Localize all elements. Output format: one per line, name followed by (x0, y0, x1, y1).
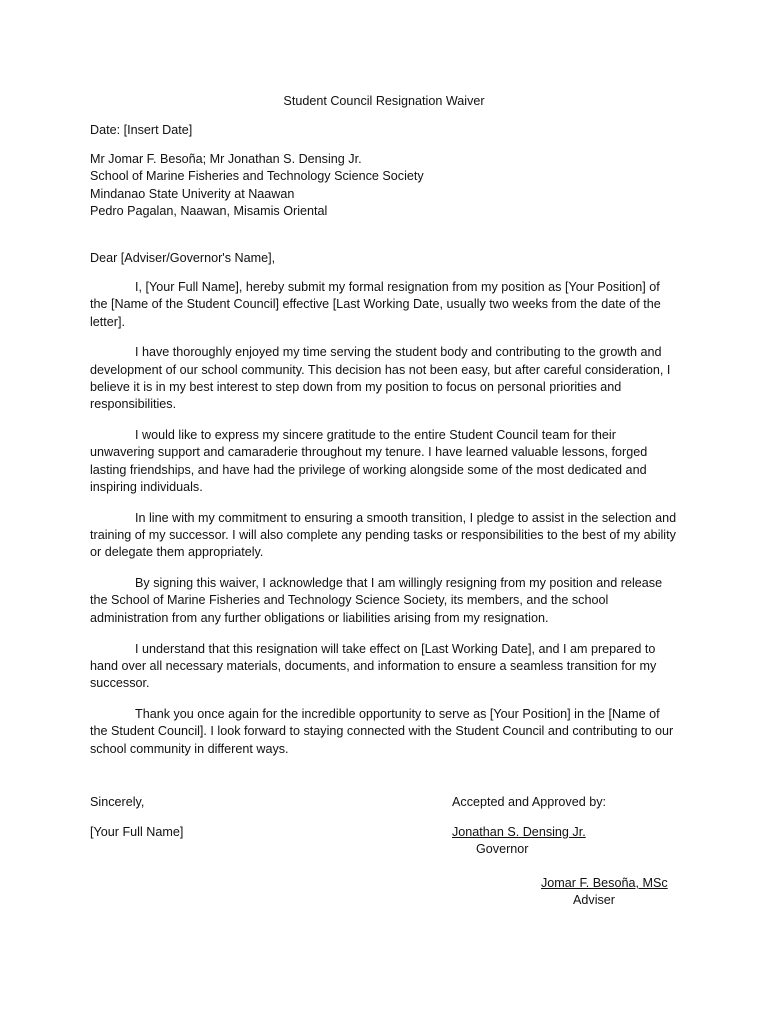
recipient-address (90, 151, 424, 220)
body-paragraph: I, [Your Full Name], hereby submit my formal resignation from my position as [Your Position] of the [Name of the Student Council] effective [Last Working Date, usually two weeks from the date of the letter]. (90, 280, 661, 329)
address-line-location: Pedro Pagalan, Naawan, Misamis Oriental (90, 203, 328, 218)
letter-body (90, 279, 680, 771)
date-line: Date: [Insert Date] (90, 123, 193, 137)
approval-label: Accepted and Approved by: (452, 795, 607, 809)
signer-name: [Your Full Name] (90, 825, 184, 839)
body-paragraph: Thank you once again for the incredible opportunity to serve as [Your Position] in the [Name of the Student Council]. I look forward to staying connected with the Student Council and contributing to our school community in different ways. (90, 706, 674, 756)
salutation: Dear [Adviser/Governor's Name], (90, 251, 276, 265)
address-line-university: Mindanao State Univerity at Naawan (90, 186, 295, 201)
address-line-recipients: Mr Jomar F. Besoña; Mr Jonathan S. Densing Jr. (90, 152, 362, 166)
closing: Sincerely, (90, 795, 145, 809)
approver-governor-role: Governor (476, 842, 529, 856)
approver-governor (452, 824, 586, 858)
address-line-organization: School of Marine Fisheries and Technology Science Society (90, 169, 424, 184)
approver-adviser-role: Adviser (573, 893, 615, 907)
body-paragraph: I understand that this resignation will take effect on [Last Working Date], and I am prepared to hand over all necessary materials, documents, and information to ensure a seamless transition for my successor. (90, 641, 657, 691)
body-paragraph: In line with my commitment to ensuring a smooth transition, I pledge to assist in the selection and training of my successor. I will also complete any pending tasks or responsibilities to the best of my ability or delegate them appropriately. (90, 510, 677, 560)
approver-adviser (541, 875, 668, 909)
approver-adviser-name: Jomar F. Besoña, MSc (541, 876, 668, 890)
document-title: Student Council Resignation Waiver (283, 94, 485, 108)
approver-governor-name: Jonathan S. Densing Jr. (452, 825, 586, 839)
body-paragraph: I have thoroughly enjoyed my time serving the student body and contributing to the growth and development of our school community. This decision has not been easy, but after careful consideration, I believe it is in my best interest to step down from my position to focus on personal priorities and responsibilities. (90, 345, 671, 412)
body-paragraph: I would like to express my sincere gratitude to the entire Student Council team for their unwavering support and camaraderie throughout my tenure. I have learned valuable lessons, forged lasting friendships, and have had the privilege of working alongside some of the most dedicated and inspiring individuals. (90, 428, 648, 494)
body-paragraph: By signing this waiver, I acknowledge that I am willingly resigning from my position and release the School of Marine Fisheries and Technology Science Society, its members, and the school administration from any further obligations or liabilities arising from my resignation. (90, 576, 663, 625)
